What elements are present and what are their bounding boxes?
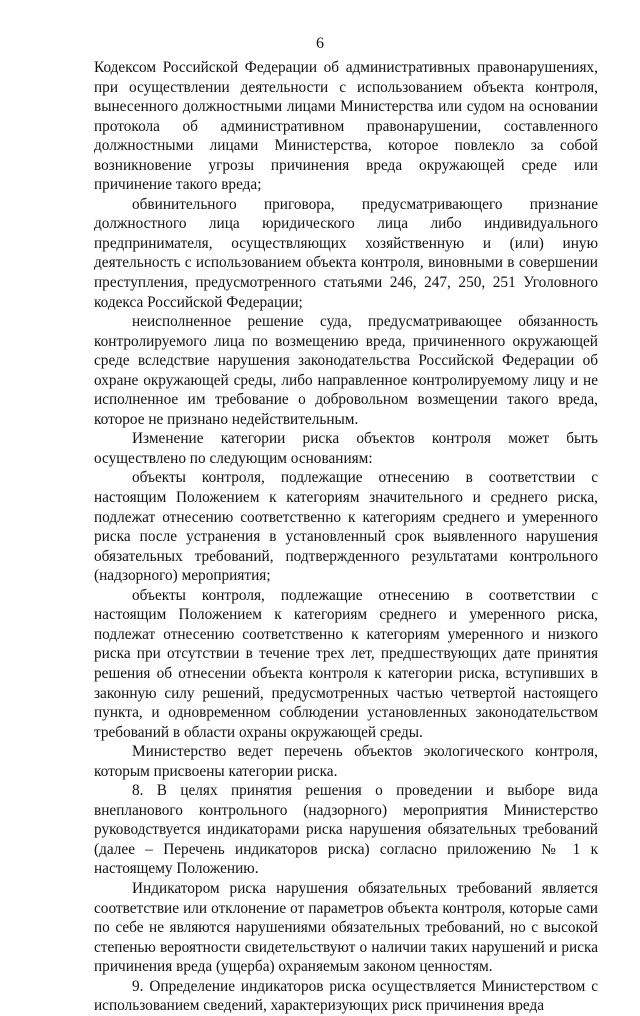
paragraph: неисполненное решение суда, предусматривающее обязанность контролируемого лица по возмещению вреда, причиненного окружающей среде вследствие нарушения законодательства Российской Федерации об охране окружающей среды, либо направленное контролируемому лицу и не исполненное им требование о добровольном возмещении такого вреда, которое не признано недействительным. <box>94 313 598 428</box>
paragraph: объекты контроля, подлежащие отнесению в соответствии с настоящим Положением к категориям значительного и среднего риска, подлежат отнесению соответственно к категориям среднего и умеренного риска после устранения в установленный срок выявленного нарушения обязательных требований, подтвержденного результатами контрольного (надзорного) мероприятия; <box>94 469 598 585</box>
paragraph: объекты контроля, подлежащие отнесению в соответствии с настоящим Положением к категориям среднего и умеренного риска, подлежат отнесению соответственно к категориям умеренного и низкого риска при отсутствии в течение трех лет, предшествующих дате принятия решения об отнесении объекта контроля к категории риска, вступивших в законную силу решений, предусмотренных частью четвертой настоящего пункта, и одновременном соблюдении установленных законодательством требований в области охраны окружающей среды. <box>94 586 598 741</box>
page-number: 6 <box>316 35 324 52</box>
paragraph: Кодексом Российской Федерации об административных правонарушениях, при осуществлении деятельности с использованием объекта контроля, вынесенного должностными лицами Министерства или судом на основании протокола об административном правонарушении, составленного должностными лицами Министерства, которое повлекло за собой возникновение угрозы причинения вреда окружающей среде или причинение такого вреда; <box>94 59 598 194</box>
paragraph: обвинительного приговора, предусматривающего признание должностного лица юридического лица либо индивидуального предпринимателя, осуществляющих хозяйственную и (или) иную деятельность с использованием объекта контроля, виновными в совершении преступления, предусмотренного статьями 246, 247, 250, 251 Уголовного кодекса Российской Федерации; <box>94 195 598 311</box>
paragraph: Изменение категории риска объектов контроля может быть осуществлено по следующим основаниям: <box>94 430 598 467</box>
paragraph: Министерство ведет перечень объектов экологического контроля, которым присвоены категории риска. <box>94 743 598 780</box>
paragraph: 9. Определение индикаторов риска осуществляется Министерством с использованием сведений, характеризующих риск причинения вреда <box>94 977 598 1015</box>
paragraph: Индикатором риска нарушения обязательных требований является соответствие или отклонение от параметров объекта контроля, которые сами по себе не являются нарушениями обязательных требований, но с высокой степенью вероятности свидетельствуют о наличии таких нарушений и риска причинения вреда (ущерба) охраняемым законом ценностям. <box>94 879 598 976</box>
paragraph: 8. В целях принятия решения о проведении и выборе вида внепланового контрольного (надзорного) мероприятия Министерство руководствуется индикаторами риска нарушения обязательных требований (далее – Перечень индикаторов риска) согласно приложению № 1 к настоящему Положению. <box>94 782 598 878</box>
document-body <box>94 58 598 1016</box>
